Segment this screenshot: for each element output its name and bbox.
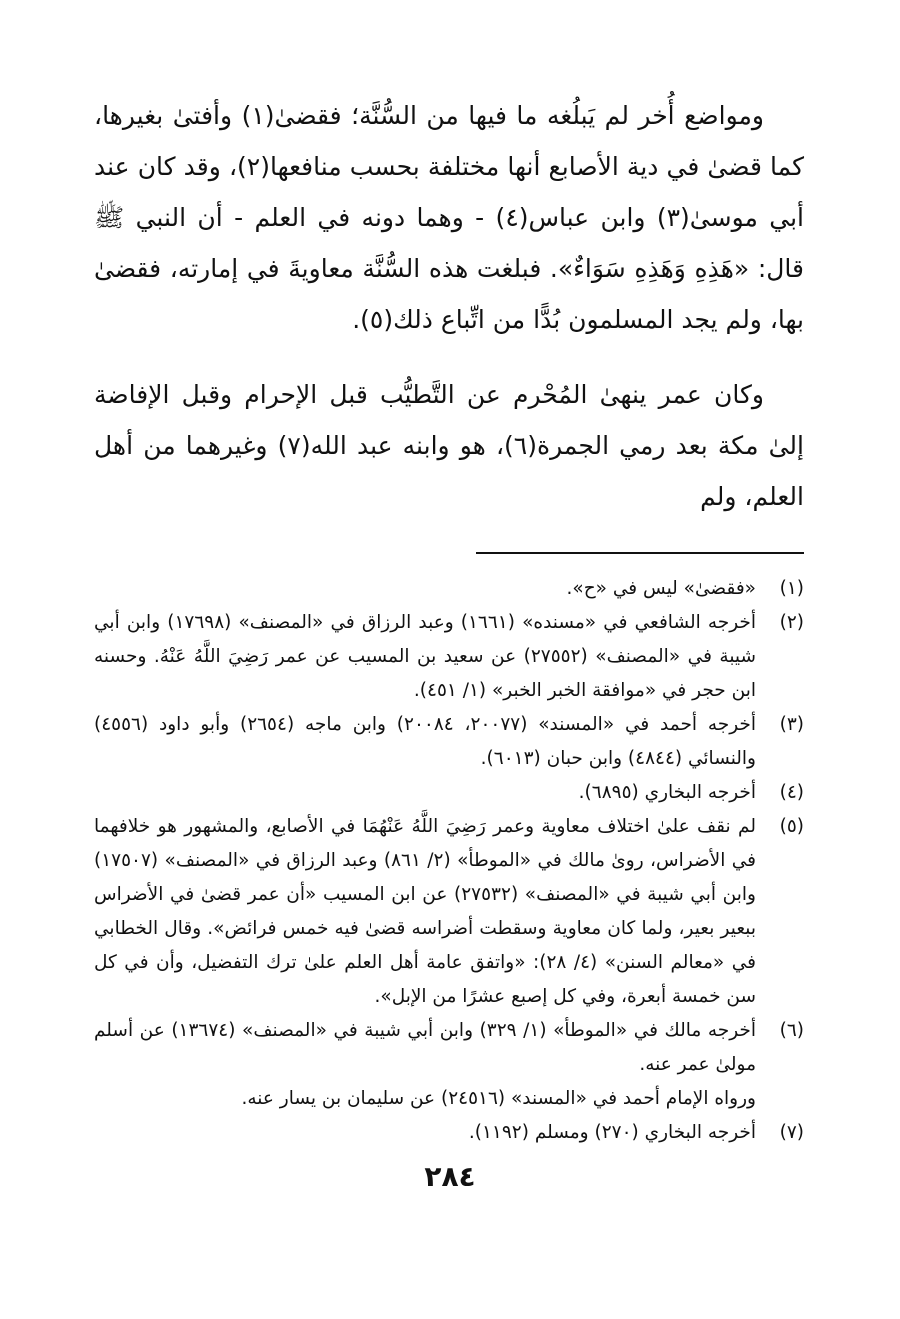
footnote-text — [94, 606, 756, 708]
footnotes — [94, 572, 804, 1150]
book-page — [94, 90, 804, 1150]
footnote-line: ورواه الإمام أحمد في «المسند» (٢٤٥١٦) عن سليمان بن يسار عنه. — [241, 1088, 756, 1109]
footnote-text — [94, 1116, 756, 1150]
footnote-item — [94, 606, 804, 708]
footnote-text — [94, 572, 756, 606]
footnote-line: «فقضىٰ» ليس في «ح». — [566, 578, 756, 599]
footnote-line: أخرجه أحمد في «المسند» (٢٠٠٧٧، ٢٠٠٨٤) وابن ماجه (٢٦٥٤) وأبو داود (٤٥٥٦) والنسائي (٤٨٤٤) وابن حبان (٦٠١٣). — [94, 714, 756, 769]
footnote-number: (٥) — [779, 816, 804, 837]
footnote-line: أخرجه البخاري (٦٨٩٥). — [578, 782, 756, 803]
footnote-text — [94, 810, 756, 1014]
page-number: ٢٨٤ — [424, 1160, 476, 1193]
footnote-text — [94, 776, 756, 810]
footnote-number: (١) — [779, 578, 804, 599]
footnote-item — [94, 776, 804, 810]
footnote-number: (٧) — [779, 1122, 804, 1143]
footnote-separator — [476, 552, 804, 554]
footnote-line: أخرجه الشافعي في «مسنده» (١٦٦١) وعبد الرزاق في «المصنف» (١٧٦٩٨) وابن أبي شيبة في «المصنف» (٢٧٥٥٢) عن سعيد بن المسيب عن عمر رَضِيَ اللَّهُ عَنْهُ. وحسنه ابن حجر في «موافقة الخبر الخبر» (١/ ٤٥١). — [94, 612, 757, 701]
footnote-number: (٦) — [779, 1020, 804, 1041]
footnote-item — [94, 1014, 804, 1116]
footnote-line: أخرجه مالك في «الموطأ» (١/ ٣٢٩) وابن أبي شيبة في «المصنف» (١٣٦٧٤) عن أسلم مولىٰ عمر عنه. — [94, 1020, 756, 1075]
main-text — [94, 90, 804, 522]
footnote-item — [94, 1116, 804, 1150]
footnote-line: أخرجه البخاري (٢٧٠) ومسلم (١١٩٢). — [468, 1122, 756, 1143]
footnote-number: (٣) — [779, 714, 804, 735]
footnote-item — [94, 708, 804, 776]
footnote-number: (٢) — [779, 612, 804, 633]
footnote-item — [94, 810, 804, 1014]
footnote-text — [94, 708, 756, 776]
footnote-line: لم نقف علىٰ اختلاف معاوية وعمر رَضِيَ اللَّهُ عَنْهُمَا في الأصابع، والمشهور هو خلافهما في الأضراس، روىٰ مالك في «الموطأ» (٢/ ٨٦١) وعبد الرزاق في «المصنف» (١٧٥٠٧) وابن أبي شيبة في «المصنف» (٢٧٥٣٢) عن ابن المسيب «أن عمر قضىٰ في الأضراس ببعير بعير، ولما كان معاوية وسقطت أضراسه قضىٰ فيه خمس فرائض». وقال الخطابي في «معالم السنن» (٤/ ٢٨): «واتفق عامة أهل العلم علىٰ ترك التفضيل، وأن في كل سن خمسة أبعرة، وفي كل إصبع عشرًا من الإبل». — [94, 816, 756, 1007]
footnote-text — [94, 1014, 756, 1116]
main-paragraph: وكان عمر ينهىٰ المُحْرم عن التَّطيُّب قبل الإحرام وقبل الإفاضة إلىٰ مكة بعد رمي الجمرة(٦)، هو وابنه عبد الله(٧) وغيرهما من أهل العلم، ولم — [94, 380, 804, 511]
footnote-number: (٤) — [779, 782, 804, 803]
footnote-item — [94, 572, 804, 606]
main-paragraph: ومواضع أُخر لم يَبلُغه ما فيها من السُّنَّة؛ فقضىٰ(١) وأفتىٰ بغيرها، كما قضىٰ في دية الأصابع أنها مختلفة بحسب منافعها(٢)، وقد كان عند أبي موسىٰ(٣) وابن عباس(٤) - وهما دونه في العلم - أن النبي ﷺ قال: «هَذِهِ وَهَذِهِ سَوَاءٌ». فبلغت هذه السُّنَّة معاويةَ في إمارته، فقضىٰ بها، ولم يجد المسلمون بُدًّا من اتِّباع ذلك(٥). — [94, 101, 804, 334]
